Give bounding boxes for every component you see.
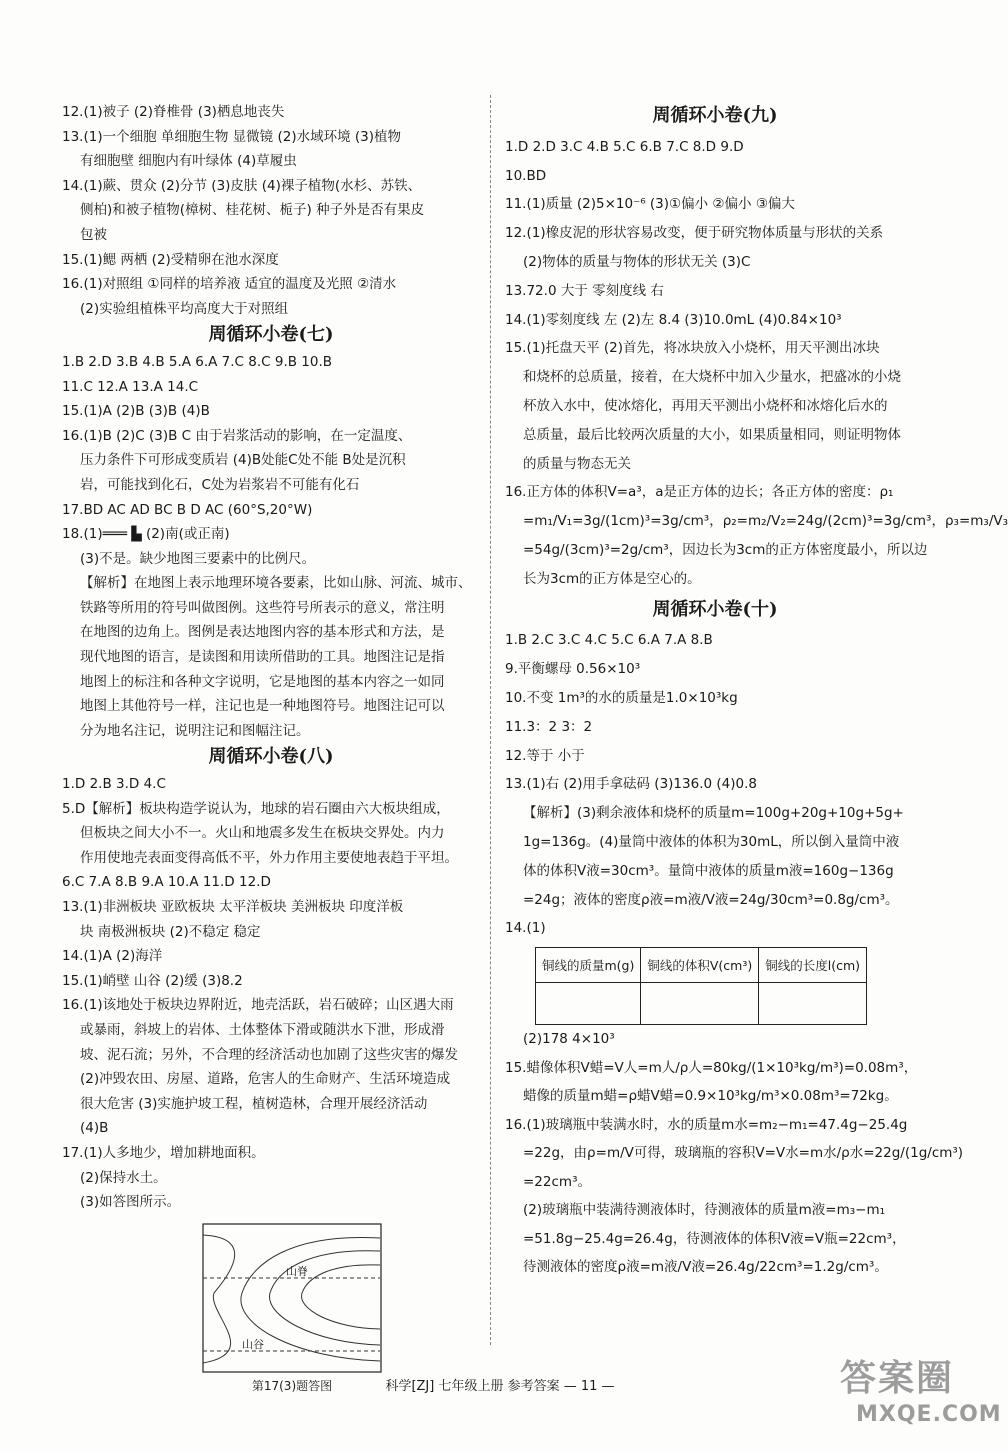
- contour-map: [202, 1223, 382, 1373]
- answer-line: 【解析】(3)剩余液体和烧杯的质量m=100g+20g+10g+5g+: [523, 805, 904, 822]
- answer-line: 13.(1)非洲板块 亚欧板块 太平洋板块 美洲板块 印度洋板: [62, 899, 404, 915]
- map-caption: 第17(3)题答图: [251, 1378, 333, 1393]
- answer-line: (4)B: [80, 1120, 109, 1137]
- answer-line: (2)物体的质量与物体的形状无关 (3)C: [523, 253, 751, 270]
- answer-line: 6.C 7.A 8.B 9.A 10.A 11.D 12.D: [62, 874, 271, 891]
- watermark-logo: [840, 1350, 1002, 1440]
- answer-line: 块 南极洲板块 (2)不稳定 稳定: [80, 923, 261, 940]
- answer-line: 有细胞壁 细胞内有叶绿体 (4)草履虫: [80, 153, 297, 170]
- answer-line: 1g=136g。(4)量筒中液体的体积为30mL，所以倒入量筒中液: [523, 833, 900, 850]
- answer-line: 16.(1)B (2)C (3)B C 由于岩浆活动的影响，在一定温度、: [62, 427, 412, 444]
- answer-line: 15.蜡像体积V蜡=V人=m人/ρ人=80kg/(1×10³kg/m³)=0.08m³，: [505, 1059, 918, 1076]
- table-header-cell: 铜线的体积V(cm³): [641, 948, 759, 983]
- watermark-line1: 答案圈: [840, 1357, 955, 1399]
- answer-line: 14.(1)A (2)海洋: [62, 948, 163, 965]
- answer-line: 或暴雨，斜坡上的岩体、土体整体下滑或随洪水下泄，形成滑: [80, 1021, 445, 1038]
- answer-line: 10.不变 1m³的水的质量是1.0×10³kg: [505, 689, 738, 706]
- answer-line: 坡、泥石流；另外，不合理的经济活动也加剧了这些灾害的爆发: [80, 1046, 458, 1063]
- watermark-line2: MXQE.COM: [856, 1402, 1002, 1427]
- answer-line: 15.(1)鳃 两栖 (2)受精卵在池水深度: [62, 251, 279, 268]
- answer-line: 10.BD: [505, 167, 547, 184]
- answer-line: (3)如答图所示。: [80, 1194, 181, 1211]
- answer-line: 杯放入水中，使冰熔化，再用天平测出小烧杯和冰熔化后水的: [523, 397, 888, 414]
- answer-line: (2)保持水土。: [80, 1169, 167, 1186]
- contour-map-figure: [202, 1223, 382, 1373]
- answer-line: =24g；液体的密度ρ液=m液/V液=24g/30cm³=0.8g/cm³。: [523, 891, 899, 908]
- answer-line: 15.(1)A (2)B (3)B (4)B: [62, 403, 210, 420]
- answer-line: 11.C 12.A 13.A 14.C: [62, 378, 199, 395]
- answer-line: 15.(1)峭壁 山谷 (2)缓 (3)8.2: [62, 972, 243, 989]
- right-answer-lines-a: [505, 100, 1008, 943]
- page-footer: 科学[ZJ] 七年级上册 参考答案 — 11 —: [385, 1379, 615, 1394]
- copper-wire-table: [535, 947, 867, 1025]
- right-answer-lines-b: [505, 1025, 964, 1282]
- answer-line: 长为3cm的正方体是空心的。: [523, 570, 701, 587]
- answer-line: =22g，由ρ=m/V可得，玻璃瓶的容积V=V水=m水/ρ水=22g/(1g/cm³): [523, 1145, 964, 1162]
- left-column: [62, 100, 480, 1394]
- answer-line: 18.(1)═══ ▙ (2)南(或正南): [62, 526, 230, 543]
- answer-line: 待测液体的密度ρ液=m液/V液=26.4g/22cm³=1.2g/cm³。: [523, 1259, 888, 1276]
- table-header-cell: 铜线的长度l(cm): [759, 948, 867, 983]
- table-cell: [536, 983, 641, 1025]
- answer-line: 14.(1)零刻度线 左 (2)左 8.4 (3)10.0mL (4)0.84×10³: [505, 311, 842, 328]
- answer-line: 【解析】在地图上表示地理环境各要素，比如山脉、河流、城市、: [80, 575, 472, 592]
- answer-line: 13.72.0 大于 零刻度线 右: [505, 282, 664, 299]
- answer-line: 和烧杯的总质量，接着，在大烧杯中加入少量水，把盛冰的小烧: [523, 369, 901, 386]
- map-label-valley: 山谷: [242, 1337, 264, 1351]
- section-title: 周循环小卷(七): [208, 324, 334, 346]
- table-cell: [759, 983, 867, 1025]
- answer-line: 总质量，最后比较两次质量的大小，如果质量相同，则证明物体: [523, 426, 901, 443]
- answer-line: 侧柏)和被子植物(樟树、桂花树、栀子) 种子外是否有果皮: [80, 202, 425, 219]
- table-cell: [641, 983, 759, 1025]
- table-header-row: [536, 948, 867, 983]
- answer-line: 16.(1)该地处于板块边界附近，地壳活跃，岩石破碎；山区遇大雨: [62, 997, 454, 1014]
- answer-line: 12.(1)被子 (2)脊椎骨 (3)栖息地丧失: [62, 104, 285, 120]
- left-answer-lines: [62, 100, 480, 1215]
- answer-line: (2)玻璃瓶中装满待测液体时，待测液体的质量m液=m₃−m₁: [523, 1202, 886, 1219]
- section-title: 周循环小卷(九): [652, 105, 778, 126]
- answer-line: 在地图的边角上。图例是表达地图内容的基本形式和方法，是: [80, 624, 445, 641]
- answer-line: 的质量与物态无关: [523, 455, 631, 472]
- table-row: [536, 983, 867, 1025]
- answer-line: 体的体积V液=30cm³。量筒中液体的质量m液=160g−136g: [523, 862, 894, 879]
- answer-line: 地图上的标注和各种文字说明，它是地图的基本内容之一如同: [80, 673, 445, 690]
- answer-line: 14.(1): [505, 920, 546, 937]
- answer-line: 12.(1)橡皮泥的形状容易改变，便于研究物体质量与形状的关系: [505, 225, 884, 242]
- answer-line: 岩，可能找到化石，C处为岩浆岩不可能有化石: [80, 476, 360, 493]
- answer-line: (2)实验组植株平均高度大于对照组: [80, 300, 289, 317]
- answer-line: 16.(1)玻璃瓶中装满水时，水的质量m水=m₂−m₁=47.4g−25.4g: [505, 1116, 908, 1133]
- answer-line: (2)178 4×10³: [523, 1031, 615, 1048]
- answer-line: 蜡像的质量m蜡=ρ蜡V蜡=0.9×10³kg/m³×0.08m³=72kg。: [523, 1088, 898, 1105]
- answer-line: 17.BD AC AD BC B D AC (60°S,20°W): [62, 501, 313, 518]
- answer-line: (3)不是。缺少地图三要素中的比例尺。: [80, 550, 316, 567]
- answer-line: 包被: [80, 226, 107, 243]
- answer-line: 铁路等所用的符号叫做图例。这些符号所表示的意义，常注明: [80, 599, 445, 616]
- section-title: 周循环小卷(十): [652, 598, 778, 620]
- answer-line: 地图上其他符号一样，注记也是一种地图符号。地图注记可以: [80, 698, 445, 715]
- answer-line: 12.等于 小于: [505, 747, 585, 764]
- answer-line: 16.正方体的体积V=a³，a是正方体的边长；各正方体的密度：ρ₁: [505, 484, 894, 501]
- answer-line: 17.(1)人多地少，增加耕地面积。: [62, 1144, 265, 1161]
- table-header-cell: 铜线的质量m(g): [536, 948, 641, 983]
- answer-line: 14.(1)蕨、贯众 (2)分节 (3)皮肤 (4)裸子植物(水杉、苏铁、: [62, 177, 422, 194]
- answer-line: 1.B 2.D 3.B 4.B 5.A 6.A 7.C 8.C 9.B 10.B: [62, 353, 333, 370]
- answer-line: 9.平衡螺母 0.56×10³: [505, 661, 641, 678]
- answer-line: 1.B 2.C 3.C 4.C 5.C 6.A 7.A 8.B: [505, 632, 713, 649]
- answer-line: 11.(1)质量 (2)5×10⁻⁶ (3)①偏小 ②偏小 ③偏大: [505, 196, 795, 213]
- answer-line: 15.(1)托盘天平 (2)首先，将冰块放入小烧杯，用天平测出冰块: [505, 340, 880, 357]
- answer-line: =22cm³。: [523, 1173, 591, 1190]
- answer-line: 但板块之间大小不一。火山和地震多发生在板块交界处。内力: [80, 825, 445, 842]
- answer-line: 1.D 2.D 3.C 4.B 5.C 6.B 7.C 8.D 9.D: [505, 138, 744, 155]
- column-divider: [490, 95, 491, 1345]
- answer-line: =51.8g−25.4g=26.4g，待测液体的体积V液=V瓶=22cm³，: [523, 1230, 906, 1247]
- answer-line: 13.(1)一个细胞 单细胞生物 显微镜 (2)水域环境 (3)植物: [62, 128, 402, 145]
- answer-line: (2)冲毁农田、房屋、道路，危害人的生命财产、生活环境造成: [80, 1071, 451, 1088]
- answer-line: =54g/(3cm)³=2g/cm³，因边长为3cm的正方体密度最小，所以边: [523, 541, 928, 558]
- answer-line: =m₁/V₁=3g/(1cm)³=3g/cm³，ρ₂=m₂/V₂=24g/(2cm)³=3g/cm³，ρ₃=m₃/V₃: [523, 513, 1008, 530]
- right-column: [505, 100, 1008, 1282]
- answer-line: 13.(1)右 (2)用手拿砝码 (3)136.0 (4)0.8: [505, 776, 757, 793]
- answer-line: 压力条件下可形成变质岩 (4)B处能C处不能 B处是沉积: [80, 452, 406, 469]
- answer-line: 5.D【解析】板块构造学说认为，地球的岩石圈由六大板块组成，: [62, 800, 450, 817]
- section-title: 周循环小卷(八): [208, 746, 334, 768]
- answer-line: 作用使地壳表面变得高低不平，外力作用主要使地表趋于平坦。: [80, 849, 458, 866]
- answer-line: 1.D 2.B 3.D 4.C: [62, 776, 166, 793]
- answer-line: 分为地名注记，说明注记和图幅注记。: [80, 722, 310, 739]
- answer-line: 16.(1)对照组 ①同样的培养液 适宜的温度及光照 ②清水: [62, 276, 397, 293]
- answer-line: 现代地图的语言，是读图和用读所借助的工具。地图注记是指: [80, 649, 445, 666]
- answer-line: 11.3：2 3：2: [505, 718, 593, 735]
- answer-line: 很大危害 (3)实施护坡工程，植树造林，合理开展经济活动: [80, 1095, 428, 1112]
- map-label-ridge: 山脊: [286, 1264, 308, 1278]
